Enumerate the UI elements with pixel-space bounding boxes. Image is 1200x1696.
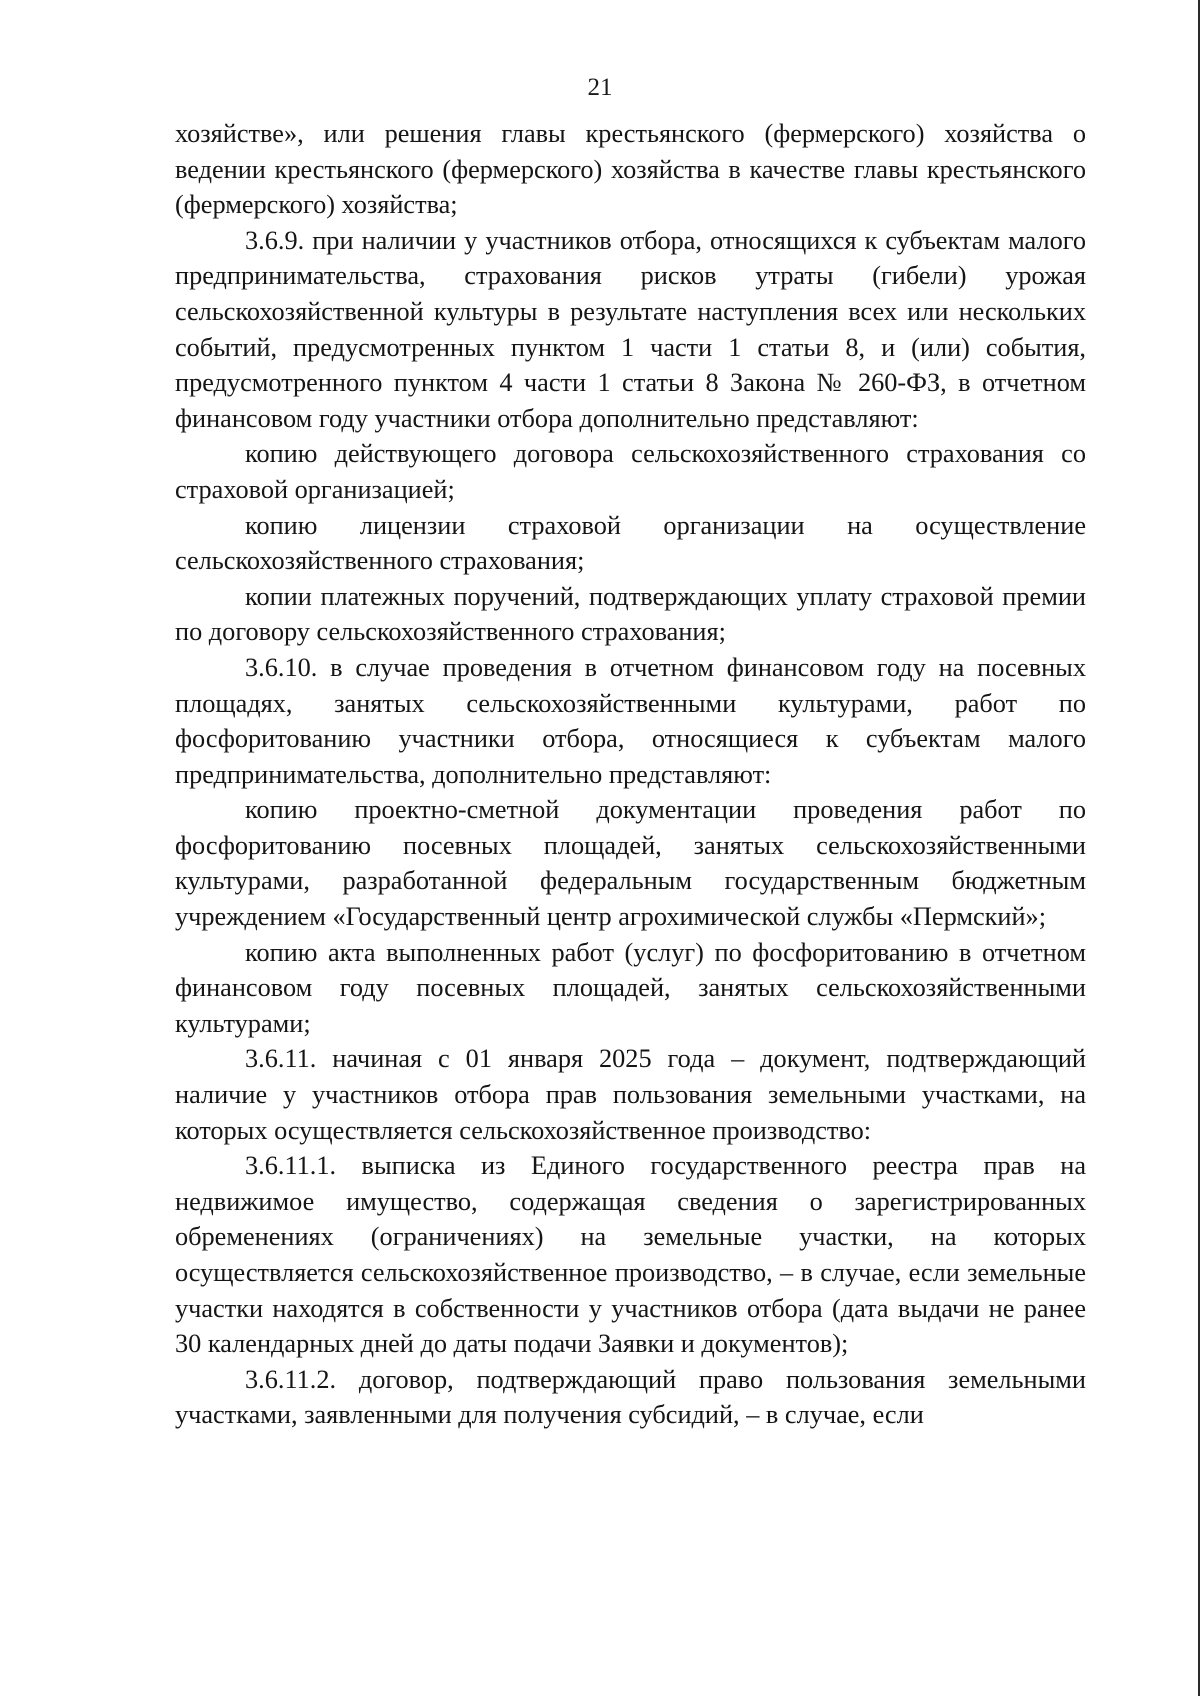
paragraph-3-6-11: 3.6.11. начиная с 01 января 2025 года – документ, подтверждающий наличие у участников отбора прав пользования земельными участками, на которых осуществляется сельскохозяйственное производство: (175, 1044, 1086, 1145)
paragraph-insurance-contract-copy: копию действующего договора сельскохозяйственного страхования со страховой организацией; (175, 439, 1086, 504)
paragraph-payment-orders-copy: копии платежных поручений, подтверждающих уплату страховой премии по договору сельскохозяйственного страхования; (175, 581, 1086, 647)
paragraph-insurance-license-copy: копию лицензии страховой организации на осуществление сельскохозяйственного страхования; (175, 510, 1086, 576)
document-body (175, 116, 1086, 1433)
paragraph-3-6-11-2: 3.6.11.2. договор, подтверждающий право пользования земельными участками, заявленными для получения субсидий, – в случае, если (175, 1364, 1086, 1430)
paragraph-3-6-9: 3.6.9. при наличии у участников отбора, относящихся к субъектам малого предпринимательства, страхования рисков утраты (гибели) урожая сельскохозяйственной культуры в результате наступления всех или нескольких событий, предусмотренных пунктом 1 части 1 статьи 8, и (или) события, предусмотренного пунктом 4 части 1 статьи 8 Закона № 260-ФЗ, в отчетном финансовом году участники отбора дополнительно представляют: (175, 225, 1086, 433)
paragraph-3-6-11-1: 3.6.11.1. выписка из Единого государственного реестра прав на недвижимое имущество, содержащая сведения о зарегистрированных обременениях (ограничениях) на земельные участки, на которых осуществляется сельскохозяйственное производство, – в случае, если земельные участки находятся в собственности у участников отбора (дата выдачи не ранее 30 календарных дней до даты подачи Заявки и документов); (175, 1151, 1086, 1359)
page-number: 21 (587, 74, 613, 101)
paragraph-design-estimate-copy: копию проектно-сметной документации проведения работ по фосфоритованию посевных площадей, занятых сельскохозяйственными культурами, разработанной федеральным государственным бюджетным учреждением «Государственный центр агрохимической службы «Пермский»; (175, 795, 1086, 932)
paragraph-works-act-copy: копию акта выполненных работ (услуг) по фосфоритованию в отчетном финансовом году посевных площадей, занятых сельскохозяйственными культурами; (175, 937, 1086, 1038)
paragraph-3-6-10: 3.6.10. в случае проведения в отчетном финансовом году на посевных площадях, занятых сельскохозяйственными культурами, работ по фосфоритованию участники отбора, относящиеся к субъектам малого предпринимательства, дополнительно представляют: (175, 652, 1086, 789)
paragraph-continuation: хозяйстве», или решения главы крестьянского (фермерского) хозяйства о ведении крестьянского (фермерского) хозяйства в качестве главы крестьянского (фермерского) хозяйства; (175, 119, 1086, 220)
